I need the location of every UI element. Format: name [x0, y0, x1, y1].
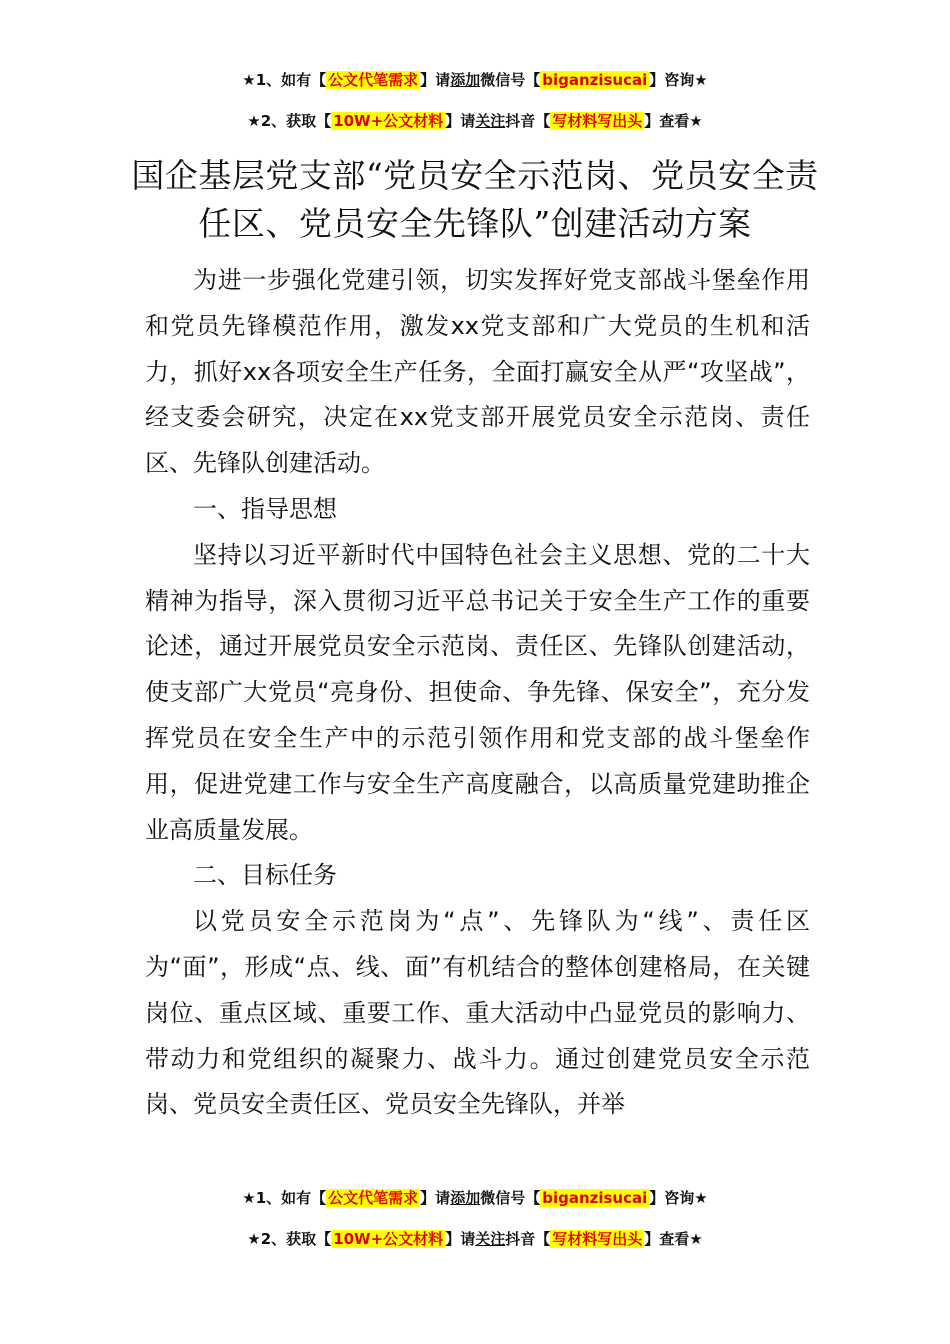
- banner-text: 】查看★: [644, 1230, 703, 1248]
- paragraph-guiding-ideology: 坚持以习近平新时代中国特色社会主义思想、党的二十大精神为指导，深入贯彻习近平总书记关于安全生产工作的重要论述，通过开展党员安全示范岗、责任区、先锋队创建活动，使支部广大党员“亮身份、担使命、争先锋、保安全”，充分发挥党员在安全生产中的示范引领作用和党支部的战斗堡垒作用，促进党建工作与安全生产高度融合，以高质量党建助推企业高质量发展。: [145, 540, 810, 844]
- document-body: [145, 258, 810, 1128]
- banner-underlined: 添加: [450, 1189, 481, 1207]
- banner-highlight: 10W+公文材料: [333, 112, 444, 130]
- section-heading-guiding-ideology: 一、指导思想: [193, 494, 337, 523]
- banner-text: 】请: [420, 1189, 451, 1207]
- banner-underlined: 关注: [475, 112, 506, 130]
- section-heading-goals: 二、目标任务: [193, 861, 337, 890]
- banner-underlined: 关注: [475, 1230, 506, 1248]
- banner-highlight: 写材料写出头: [552, 112, 643, 130]
- paragraph-goals: 以党员安全示范岗为“点”、先锋队为“线”、责任区为“面”，形成“点、线、面”有机结合的整体创建格局，在关键岗位、重点区域、重要工作、重大活动中凸显党员的影响力、带动力和党组织的凝聚力、战斗力。通过创建党员安全示范岗、党员安全责任区、党员安全先锋队，并举: [145, 907, 810, 1119]
- header-banner-line-2: [0, 109, 950, 133]
- banner-highlight: 10W+公文材料: [333, 1230, 444, 1248]
- banner-underlined: 添加: [450, 71, 481, 89]
- banner-text: ★1、如有【: [242, 71, 327, 89]
- banner-highlight: biganzisucai: [542, 71, 648, 89]
- banner-highlight: 写材料写出头: [552, 1230, 643, 1248]
- banner-text: 】咨询★: [649, 71, 708, 89]
- banner-text: ★2、获取【: [247, 1230, 332, 1248]
- header-banner-line-1: [0, 68, 950, 92]
- banner-text: 微信号【: [480, 1189, 541, 1207]
- banner-text: ★2、获取【: [247, 112, 332, 130]
- banner-text: 】咨询★: [649, 1189, 708, 1207]
- paragraph-intro: 为进一步强化党建引领，切实发挥好党支部战斗堡垒作用和党员先锋模范作用，激发xx党支部和广大党员的生机和活力，抓好xx各项安全生产任务，全面打赢安全从严“攻坚战”，经支委会研究，决定在xx党支部开展党员安全示范岗、责任区、先锋队创建活动。: [145, 266, 810, 478]
- banner-text: 抖音【: [505, 1230, 551, 1248]
- banner-highlight: 公文代笔需求: [328, 71, 419, 89]
- banner-text: 抖音【: [505, 112, 551, 130]
- banner-highlight: 公文代笔需求: [328, 1189, 419, 1207]
- document-title: 国企基层党支部“党员安全示范岗、党员安全责任区、党员安全先锋队”创建活动方案: [131, 156, 819, 243]
- banner-highlight: biganzisucai: [542, 1189, 648, 1207]
- banner-text: 微信号【: [480, 71, 541, 89]
- banner-text: 】请: [445, 112, 476, 130]
- banner-text: 】请: [445, 1230, 476, 1248]
- banner-text: ★1、如有【: [242, 1189, 327, 1207]
- footer-banner-line-1: [0, 1186, 950, 1210]
- banner-text: 】请: [420, 71, 451, 89]
- banner-text: 】查看★: [644, 112, 703, 130]
- footer-banner-line-2: [0, 1227, 950, 1251]
